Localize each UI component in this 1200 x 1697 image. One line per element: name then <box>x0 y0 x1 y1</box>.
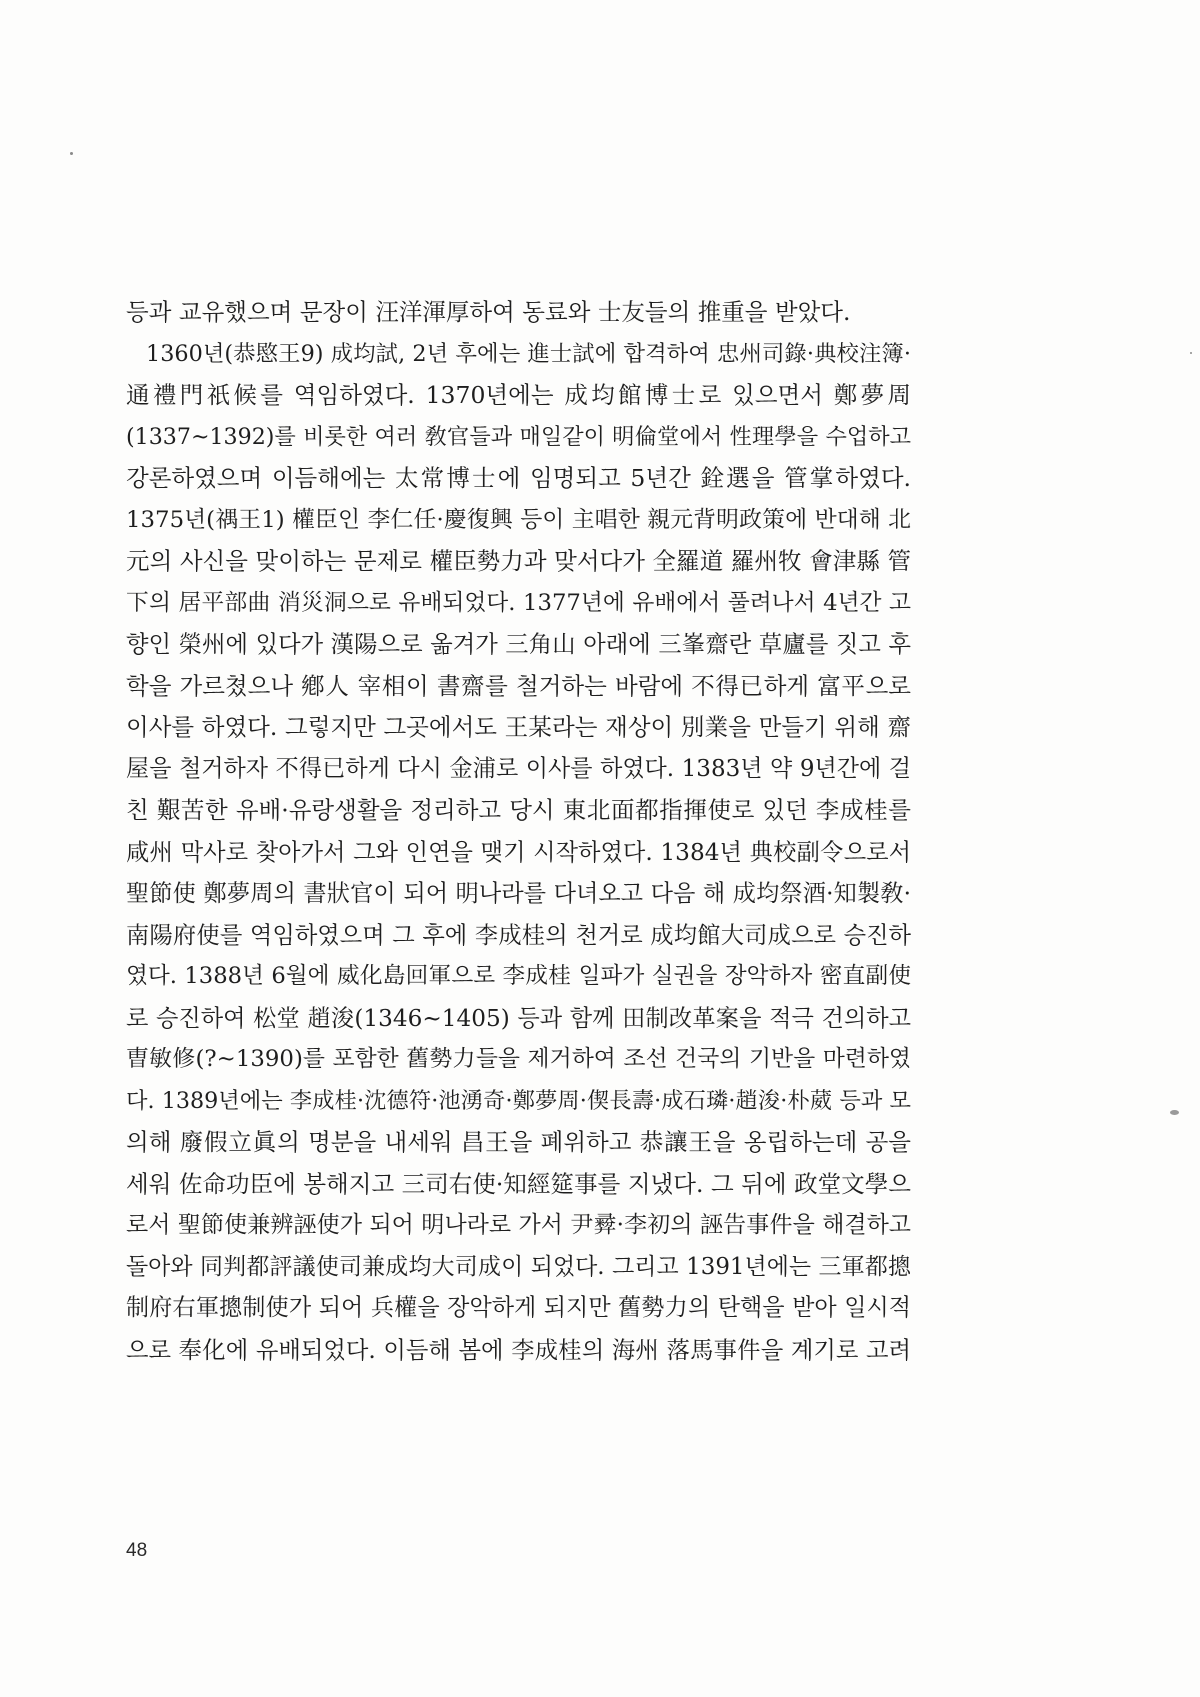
text-line: 향인 榮州에 있다가 漢陽으로 옮겨가 三角山 아래에 三峯齋란 草廬를 짓고 후 <box>126 631 911 658</box>
text-line: 聖節使 鄭夢周의 書狀官이 되어 明나라를 다녀오고 다음 해 成均祭酒·知製敎· <box>126 880 911 907</box>
text-line: 南陽府使를 역임하였으며 그 후에 李成桂의 천거로 成均館大司成으로 승진하 <box>126 921 911 949</box>
text-line: 이사를 하였다. 그렇지만 그곳에서도 王某라는 재상이 別業을 만들기 위해 齋 <box>126 713 911 741</box>
text-line: 으로 奉化에 유배되었다. 이듬해 봄에 李成桂의 海州 落馬事件을 계기로 고려 <box>126 1336 911 1364</box>
scan-speck <box>1170 1110 1179 1115</box>
text-line: 로 승진하여 松堂 趙浚(1346~1405) 등과 함께 田制改革案을 적극 건의하고 <box>126 1004 911 1032</box>
scan-speck <box>1190 352 1192 354</box>
text-line: 制府右軍摠制使가 되어 兵權을 장악하게 되지만 舊勢力의 탄핵을 받아 일시적 <box>126 1295 911 1321</box>
body-text <box>126 292 911 1371</box>
scan-speck <box>70 152 73 155</box>
text-line: 였다. 1388년 6월에 威化島回軍으로 李成桂 일파가 실권을 장악하자 密直副使 <box>126 963 911 989</box>
text-line: 元의 사신을 맞이하는 문제로 權臣勢力과 맞서다가 全羅道 羅州牧 會津縣 管 <box>126 547 911 575</box>
text-line: 로서 聖節使兼辨誣使가 되어 明나라로 가서 尹彛·李初의 誣告事件을 해결하고 <box>126 1212 911 1238</box>
text-line: 세워 佐命功臣에 봉해지고 三司右使·知經筵事를 지냈다. 그 뒤에 政堂文學으 <box>126 1169 911 1198</box>
text-line: 咸州 막사로 찾아가서 그와 인연을 맺기 시작하였다. 1384년 典校副令으로서 <box>126 838 911 866</box>
text-line: 1375년(禑王1) 權臣인 李仁任·慶復興 등이 主唱한 親元背明政策에 반대해 北 <box>126 506 911 533</box>
text-line: 의해 廢假立眞의 명분을 내세워 昌王을 폐위하고 恭讓王을 옹립하는데 공을 <box>126 1128 911 1156</box>
text-line: 屋을 철거하자 不得已하게 다시 金浦로 이사를 하였다. 1383년 약 9년간에 걸 <box>126 755 911 782</box>
text-line: 강론하였으며 이듬해에는 太常博士에 임명되고 5년간 銓選을 管掌하였다. <box>126 464 911 492</box>
text-line: 돌아와 同判都評議使司兼成均大司成이 되었다. 그리고 1391년에는 三軍都摠 <box>126 1253 911 1280</box>
text-line: 通禮門祇候를 역임하였다. 1370년에는 成均館博士로 있으면서 鄭夢周 <box>126 381 911 409</box>
text-line: 등과 교유했으며 문장이 汪洋渾厚하여 동료와 士友들의 推重을 받았다. <box>126 298 851 326</box>
text-line: 학을 가르쳤으나 鄕人 宰相이 書齋를 철거하는 바람에 不得已하게 富平으로 <box>126 671 911 700</box>
text-line: 다. 1389년에는 李成桂·沈德符·池湧奇·鄭夢周·偰長壽·成石璘·趙浚·朴葳 등과 모 <box>126 1087 911 1114</box>
text-line: 下의 居平部曲 消災洞으로 유배되었다. 1377년에 유배에서 풀려나서 4년간 고 <box>126 589 911 616</box>
text-line: 曺敏修(?~1390)를 포함한 舊勢力들을 제거하여 조선 건국의 기반을 마련하였 <box>126 1046 911 1072</box>
text-line: (1337~1392)를 비롯한 여러 敎官들과 매일같이 明倫堂에서 性理學을 수업하고 <box>126 423 911 450</box>
page-number: 48 <box>126 1540 148 1561</box>
text-line: 친 艱苦한 유배·유랑생활을 정리하고 당시 東北面都指揮使로 있던 李成桂를 <box>126 796 911 824</box>
text-line: 1360년(恭愍王9) 成均試, 2년 후에는 進士試에 합격하여 忠州司錄·典校注簿· <box>146 340 911 367</box>
